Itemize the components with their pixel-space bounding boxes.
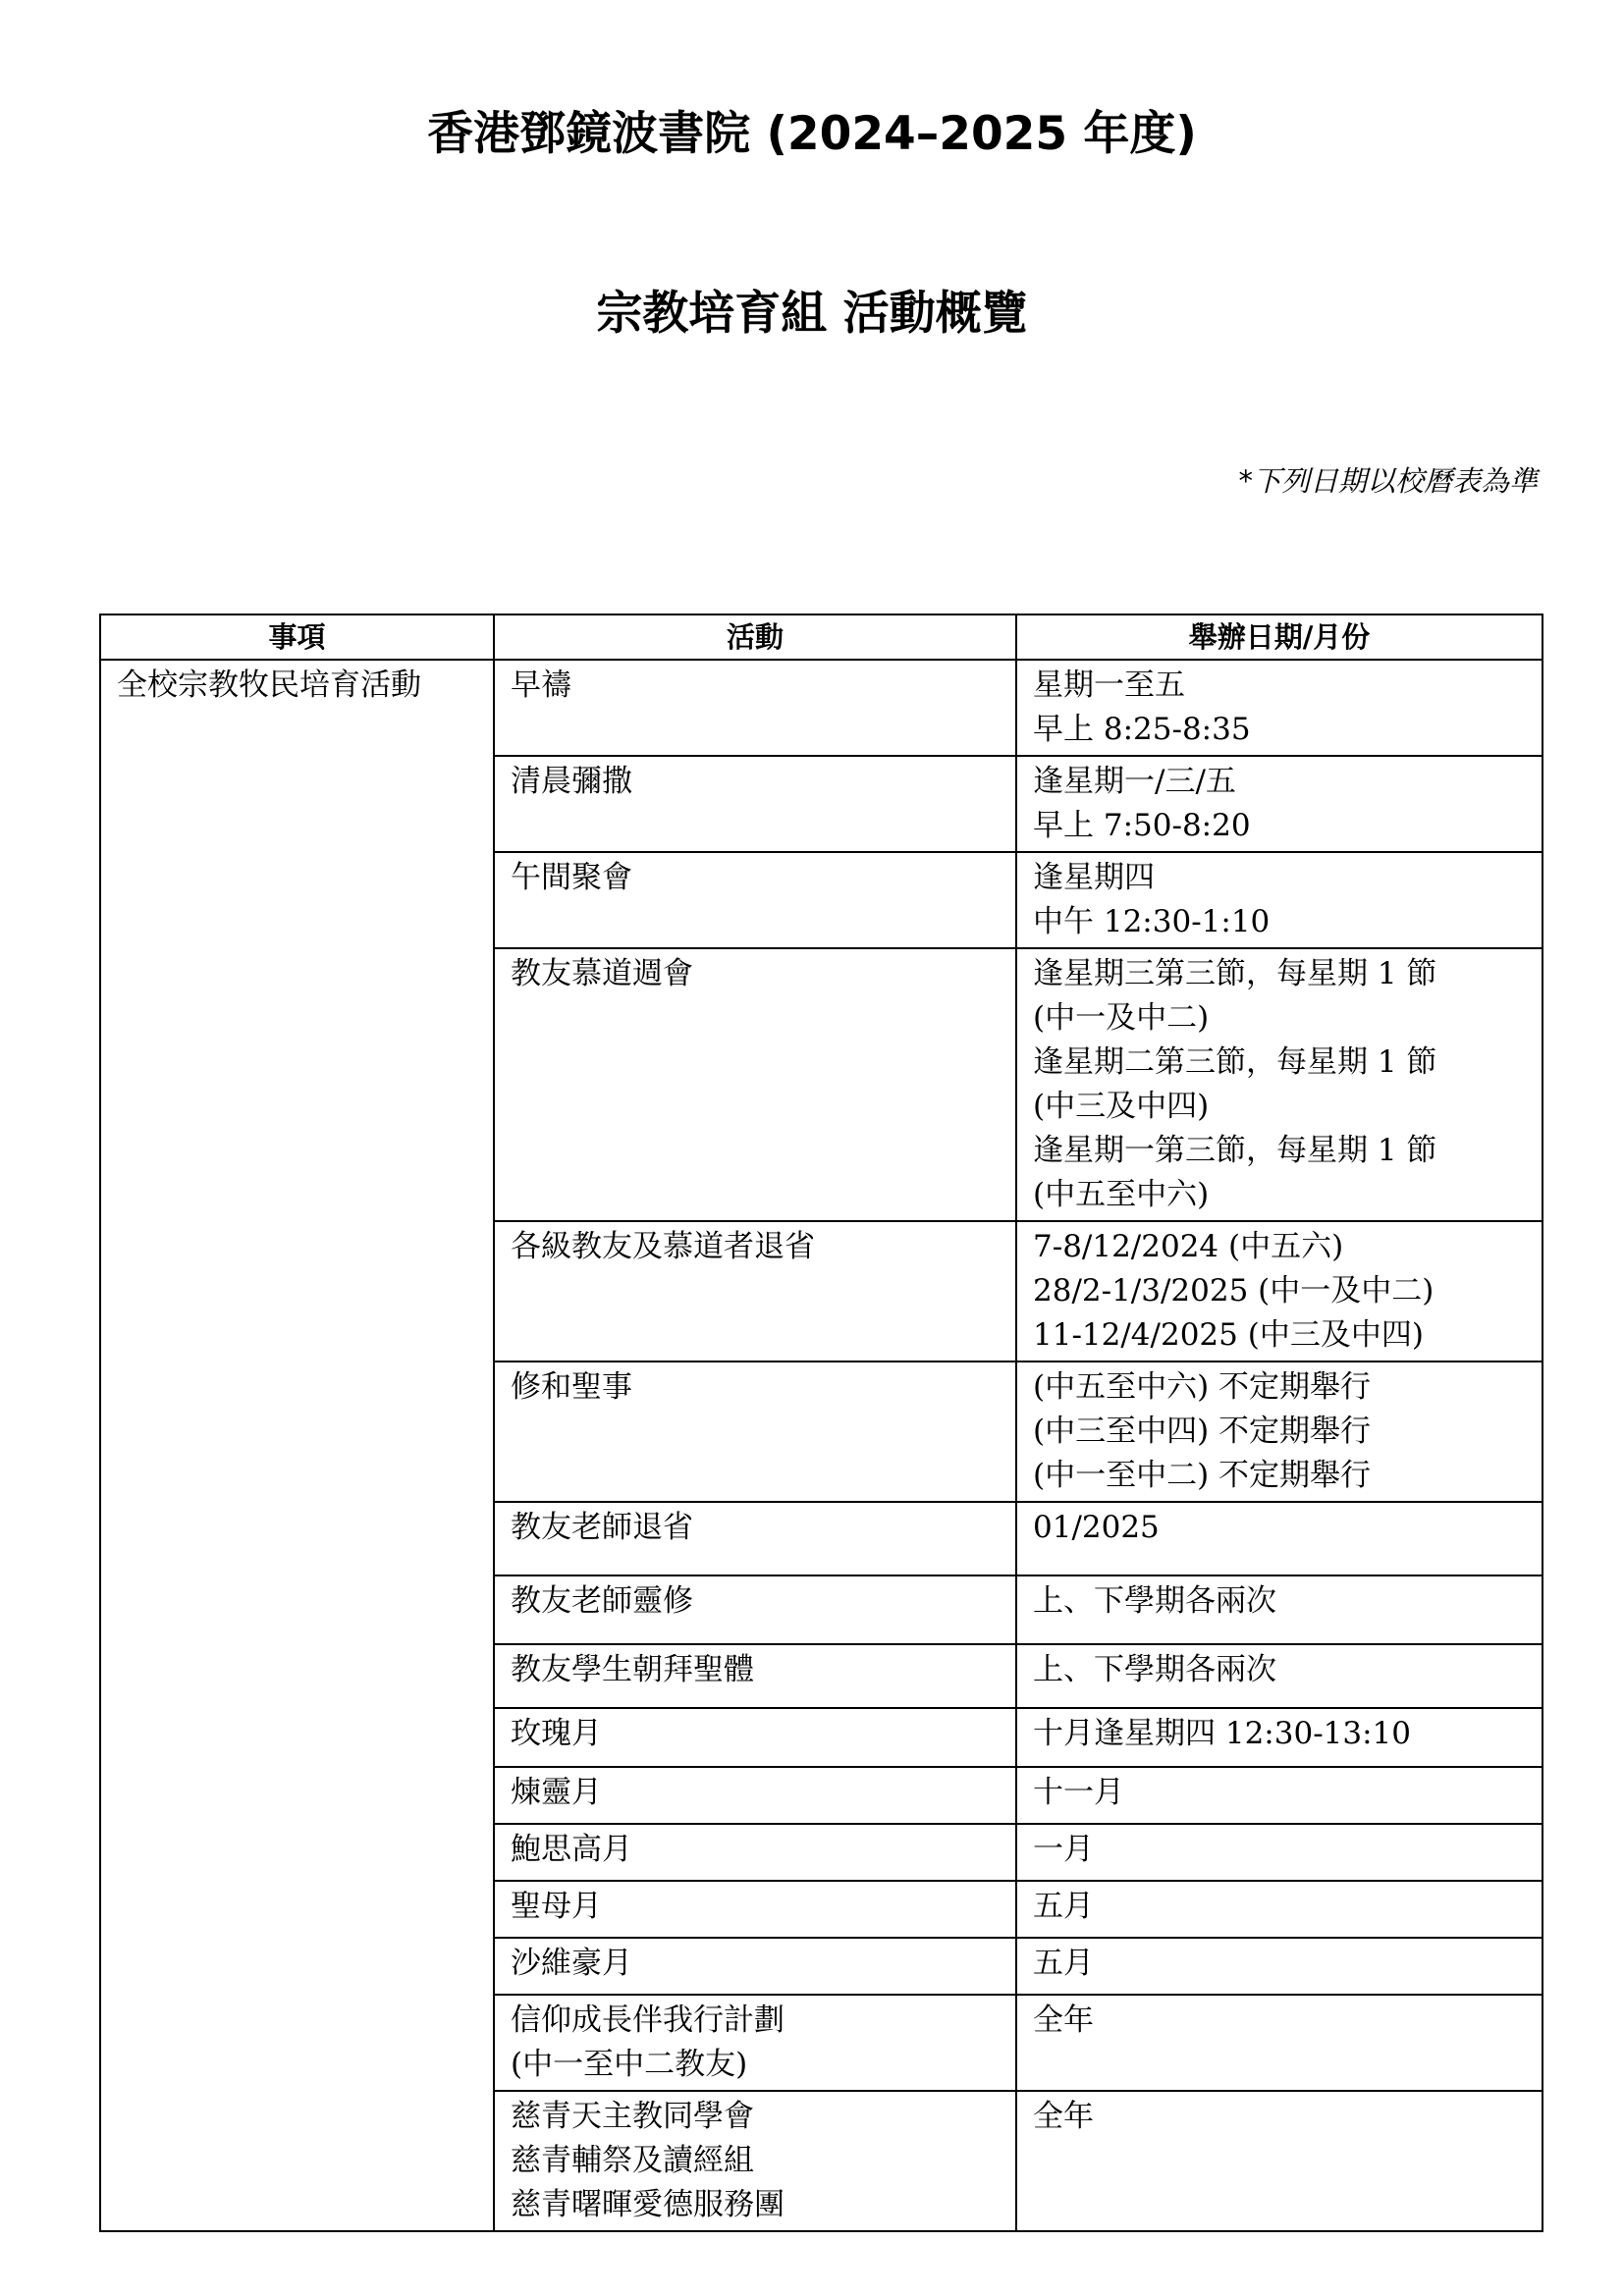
activity-line: 慈青天主教同學會 [511, 2099, 754, 2134]
date-line: 十月逢星期四 12:30-13:10 [1033, 1716, 1412, 1751]
date-cell [1016, 948, 1543, 1221]
date-line: 上、下學期各兩次 [1033, 1652, 1276, 1687]
activity-cell [494, 1824, 1016, 1881]
activity-line: 午間聚會 [511, 860, 632, 895]
date-cell [1016, 660, 1543, 756]
date-cell [1016, 1575, 1543, 1644]
date-line: (中三至中四) 不定期舉行 [1033, 1414, 1372, 1449]
date-cell [1016, 1502, 1543, 1575]
activity-line: 各級教友及慕道者退省 [511, 1229, 815, 1264]
date-line: 01/2025 [1033, 1510, 1160, 1545]
activity-line: 教友老師靈修 [511, 1583, 693, 1619]
activity-cell [494, 852, 1016, 948]
date-cell [1016, 2091, 1543, 2231]
date-cell [1016, 1362, 1543, 1502]
date-cell [1016, 1938, 1543, 1995]
activity-cell [494, 1767, 1016, 1824]
date-line: 上、下學期各兩次 [1033, 1583, 1276, 1619]
table-body [100, 660, 1543, 2231]
activity-cell [494, 1708, 1016, 1767]
table-header-row [100, 614, 1543, 660]
activity-line: (中一至中二教友) [511, 2047, 748, 2082]
activity-cell [494, 948, 1016, 1221]
date-cell [1016, 852, 1543, 948]
date-line: 星期一至五 [1033, 667, 1185, 703]
date-cell [1016, 1221, 1543, 1362]
activity-line: 玫瑰月 [511, 1716, 602, 1751]
header-activity: 活動 [494, 614, 1016, 660]
date-line: 7-8/12/2024 (中五六) [1033, 1229, 1344, 1264]
activity-line: 教友學生朝拜聖體 [511, 1652, 754, 1687]
activity-line: 信仰成長伴我行計劃 [511, 2002, 785, 2038]
date-cell [1016, 1708, 1543, 1767]
date-cell [1016, 1767, 1543, 1824]
date-line: 十一月 [1033, 1775, 1124, 1810]
header-item: 事項 [100, 614, 494, 660]
activity-cell [494, 1362, 1016, 1502]
activity-line: 煉靈月 [511, 1775, 602, 1810]
date-line: 一月 [1033, 1832, 1094, 1867]
date-line: 逢星期三第三節，每星期 1 節 [1033, 956, 1437, 991]
activity-line: 早禱 [511, 667, 571, 703]
header-date: 舉辦日期/月份 [1016, 614, 1543, 660]
date-line: 逢星期一第三節，每星期 1 節 [1033, 1133, 1437, 1168]
date-line: 逢星期四 [1033, 860, 1155, 895]
activity-line: 聖母月 [511, 1889, 602, 1924]
date-line: 中午 12:30-1:10 [1033, 904, 1271, 939]
date-line: 全年 [1033, 2002, 1094, 2038]
date-line: 早上 8:25-8:35 [1033, 712, 1251, 747]
category-cell: 全校宗教牧民培育活動 [100, 660, 494, 2231]
date-cell [1016, 1824, 1543, 1881]
date-line: (中一及中二) [1033, 1000, 1210, 1036]
date-note: *下列日期以校曆表為準 [1238, 464, 1538, 498]
date-line: (中五至中六) [1033, 1177, 1210, 1212]
activity-cell [494, 660, 1016, 756]
date-line: 28/2-1/3/2025 (中一及中二) [1033, 1273, 1435, 1308]
activity-line: 教友老師退省 [511, 1510, 693, 1545]
date-line: 早上 7:50-8:20 [1033, 808, 1251, 843]
table-row [100, 660, 1543, 756]
activity-cell [494, 1221, 1016, 1362]
activity-cell [494, 1644, 1016, 1708]
date-cell [1016, 756, 1543, 852]
date-line: (中三及中四) [1033, 1089, 1210, 1124]
activity-line: 沙維豪月 [511, 1946, 632, 1981]
activity-cell [494, 1995, 1016, 2091]
date-line: 全年 [1033, 2099, 1094, 2134]
activity-cell [494, 1881, 1016, 1938]
activity-cell [494, 1575, 1016, 1644]
date-line: (中一至中二) 不定期舉行 [1033, 1458, 1372, 1493]
activity-line: 清晨彌撒 [511, 764, 632, 799]
date-line: 五月 [1033, 1889, 1094, 1924]
activity-table [99, 614, 1543, 2232]
document-subtitle: 宗教培育組 活動概覽 [596, 287, 1028, 341]
date-line: 五月 [1033, 1946, 1094, 1981]
date-cell [1016, 1644, 1543, 1708]
date-line: 逢星期二第三節，每星期 1 節 [1033, 1044, 1437, 1080]
date-line: (中五至中六) 不定期舉行 [1033, 1369, 1372, 1405]
activity-cell [494, 2091, 1016, 2231]
activity-line: 教友慕道週會 [511, 956, 693, 991]
activity-line: 慈青曙暉愛德服務團 [511, 2187, 785, 2222]
activity-line: 修和聖事 [511, 1369, 632, 1405]
date-cell [1016, 1995, 1543, 2091]
activity-cell [494, 1938, 1016, 1995]
activity-cell [494, 1502, 1016, 1575]
activity-line: 慈青輔祭及讀經組 [511, 2143, 754, 2178]
date-line: 11-12/4/2025 (中三及中四) [1033, 1317, 1424, 1353]
date-cell [1016, 1881, 1543, 1938]
activity-cell [494, 756, 1016, 852]
activity-line: 鮑思高月 [511, 1832, 632, 1867]
document-title: 香港鄧鏡波書院 (2024–2025 年度) [427, 107, 1197, 161]
date-line: 逢星期一/三/五 [1033, 764, 1236, 799]
